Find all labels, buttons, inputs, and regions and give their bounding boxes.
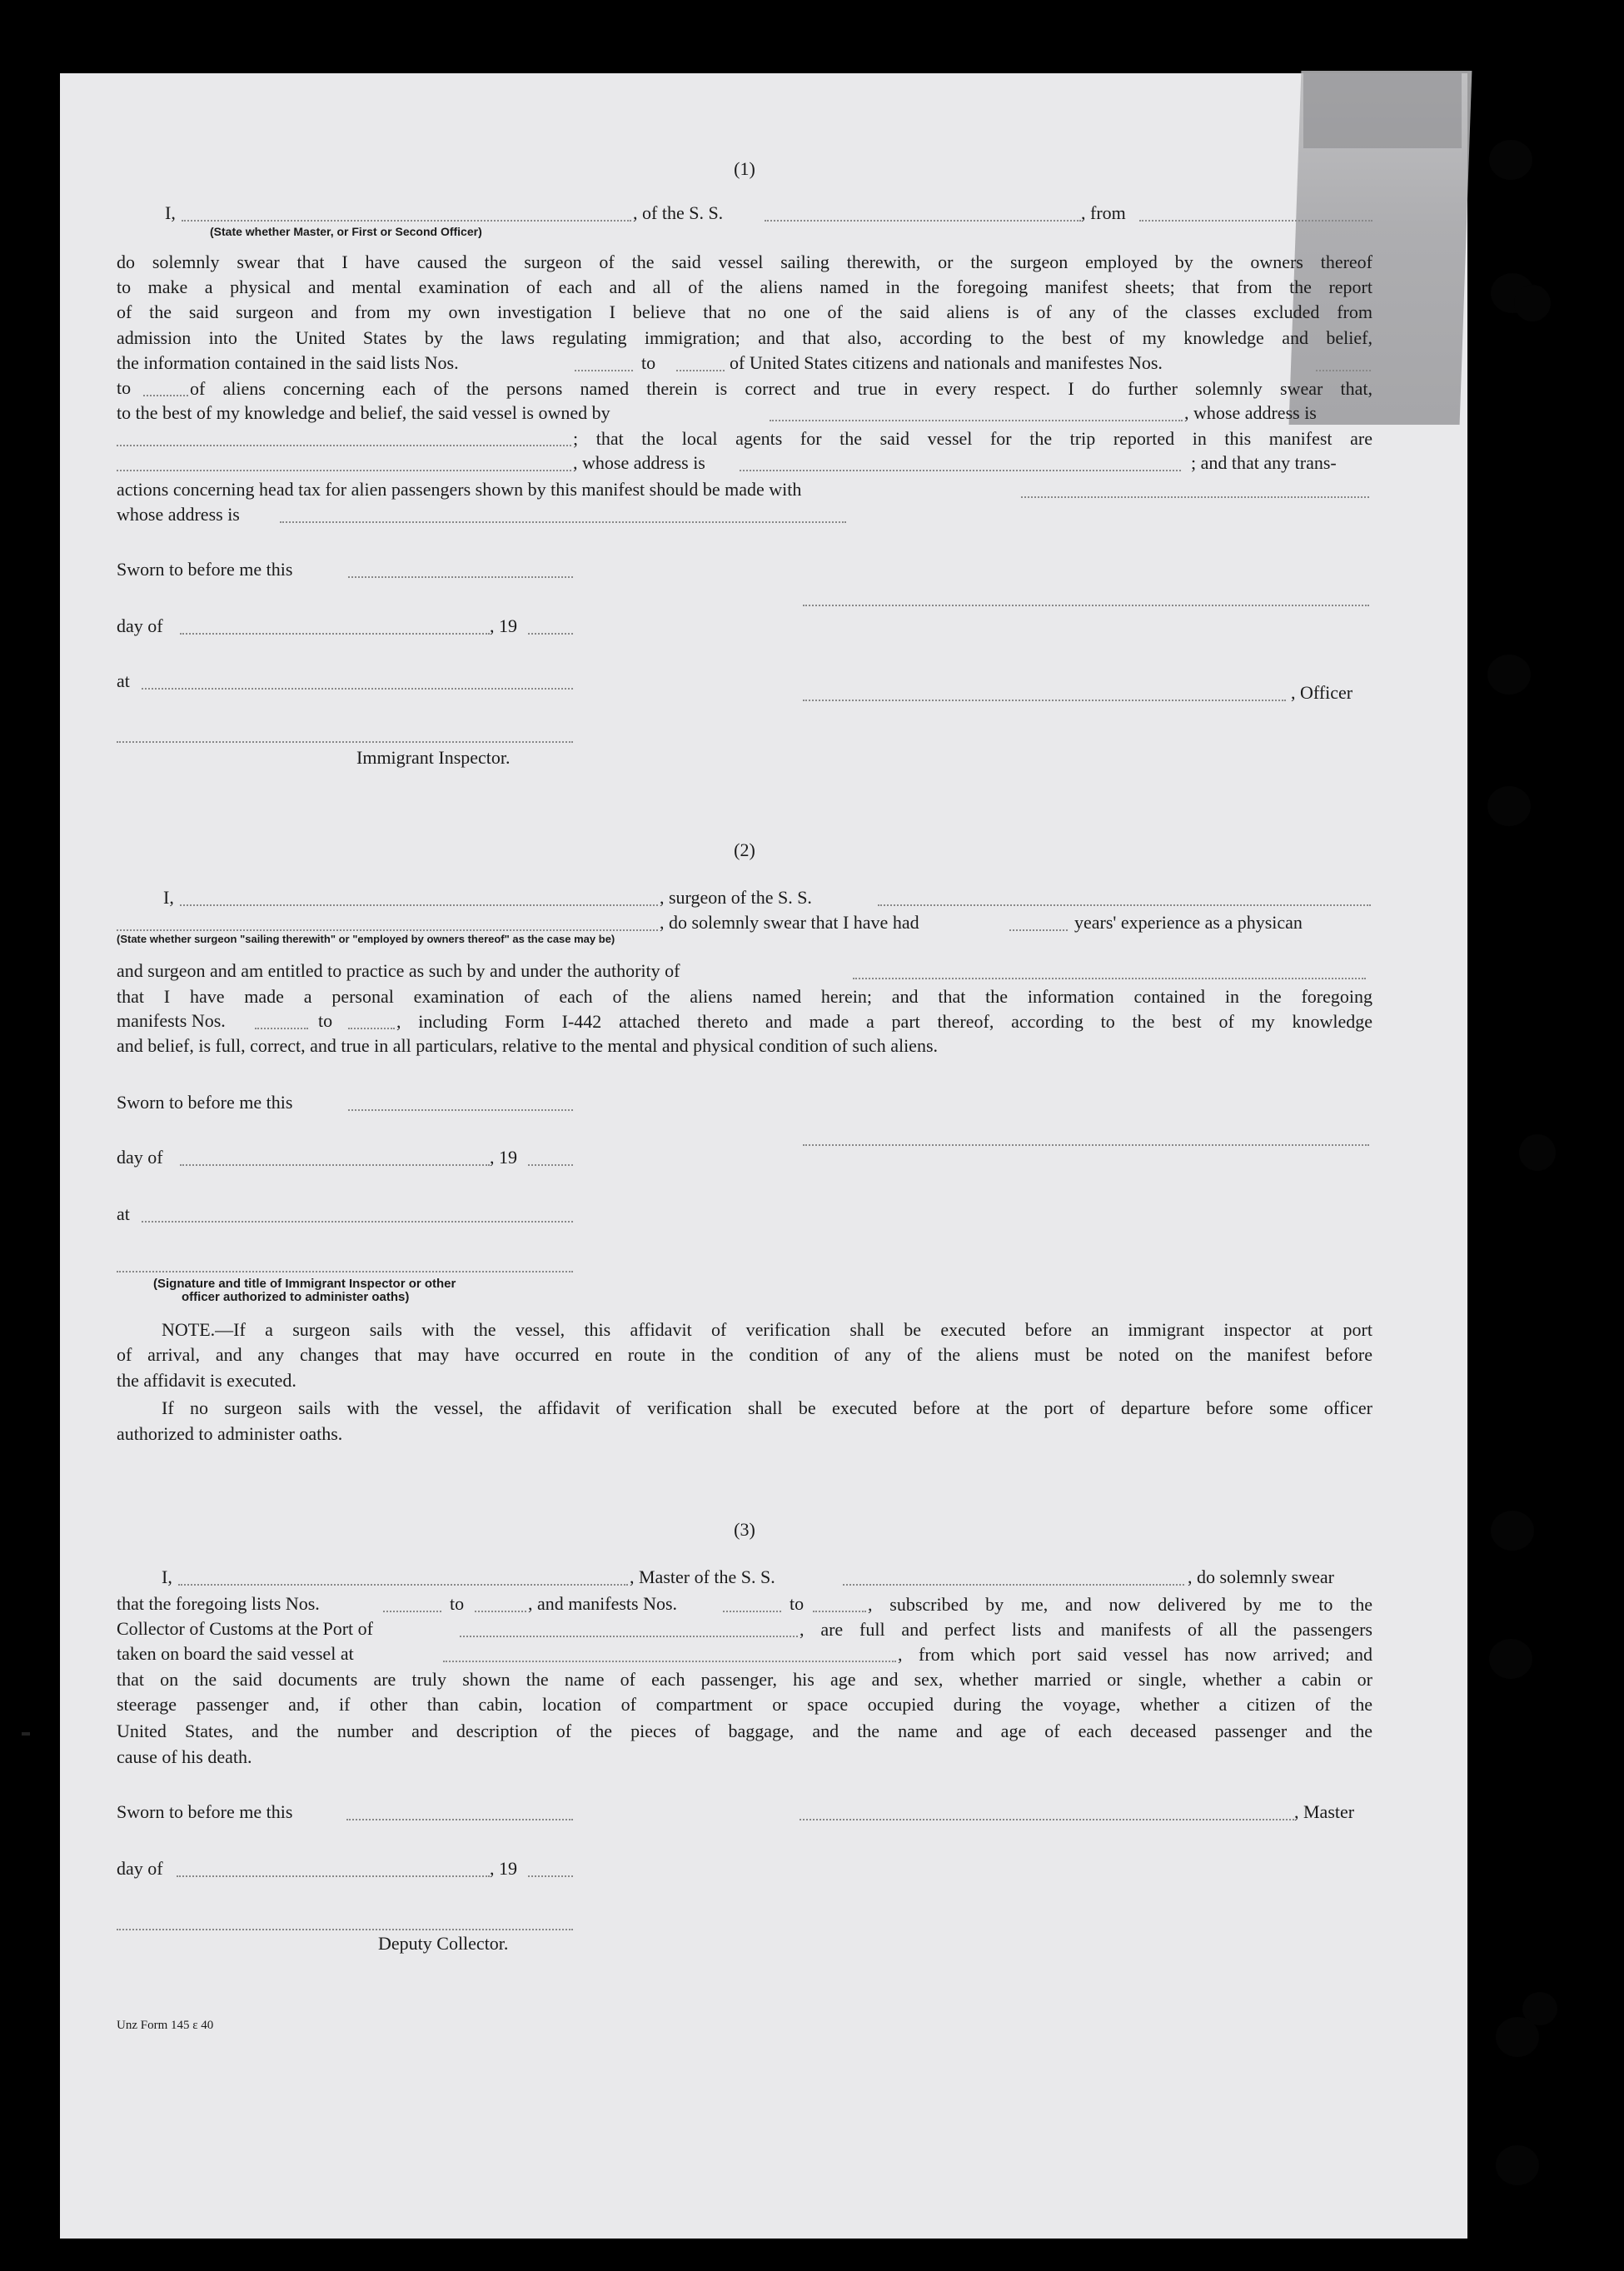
oath-start: I, xyxy=(165,202,176,223)
from-field[interactable] xyxy=(1139,220,1372,222)
aliens-line: of aliens concerning each of the persons named therein is correct and true in every respect. I do further solemnly swear that, xyxy=(190,378,1372,399)
punch-hole xyxy=(1487,655,1531,695)
punch-hole xyxy=(1487,786,1531,826)
local-agents-label: ; that the local agents for the said vessel for the trip reported in this manifest are xyxy=(573,428,1372,449)
owner-address-field[interactable] xyxy=(117,445,571,446)
punch-hole xyxy=(1519,1134,1556,1171)
year-field[interactable] xyxy=(528,633,573,635)
full-perfect-label: , are full and perfect lists and manifests of all the passengers xyxy=(800,1619,1372,1640)
surgeon-name-field[interactable] xyxy=(180,904,658,906)
solemnly-label: , do solemnly swear xyxy=(1188,1566,1334,1587)
officer-label: , Officer xyxy=(1291,682,1353,703)
master-vessel-field[interactable] xyxy=(843,1584,1184,1586)
solemnly-label: , do solemnly swear that I have had xyxy=(660,912,919,933)
at-field[interactable] xyxy=(142,1221,573,1223)
lists-to-label: to xyxy=(641,352,656,373)
surgeon-of-label: , surgeon of the S. S. xyxy=(660,887,812,908)
form-i442-line: , including Form I-442 attached thereto and made a part thereof, according to the best of my knowledge xyxy=(396,1011,1372,1032)
inspector-signature-field[interactable] xyxy=(117,741,573,743)
aliens-to-field[interactable] xyxy=(143,395,188,396)
note-line: If no surgeon sails with the vessel, the affidavit of verification shall be executed before at the port of departure before some officer xyxy=(162,1397,1372,1418)
head-tax-field[interactable] xyxy=(1021,496,1369,498)
manifests-to-field[interactable] xyxy=(348,1028,395,1029)
head-tax-address-field[interactable] xyxy=(280,521,846,523)
agents-field[interactable] xyxy=(117,470,571,471)
manifests-from-field[interactable] xyxy=(723,1611,781,1612)
year-field[interactable] xyxy=(528,1164,573,1166)
body-line: do solemnly swear that I have caused the surgeon of the said vessel sailing therewith, or the surgeon employed by the owners thereof xyxy=(117,252,1372,272)
year-label: , 19 xyxy=(490,615,517,636)
agents-address-field[interactable] xyxy=(740,470,1181,471)
manifests-to-field[interactable] xyxy=(813,1611,866,1612)
punch-hole xyxy=(1514,285,1551,321)
punch-hole xyxy=(1496,2145,1539,2185)
lists-to-label: to xyxy=(450,1593,465,1614)
signature-note: officer authorized to administer oaths) xyxy=(182,1290,410,1304)
port-field[interactable] xyxy=(460,1636,798,1637)
from-label: , from xyxy=(1081,202,1126,223)
punch-hole xyxy=(1489,1639,1532,1679)
body-line: United States, and the number and description of the pieces of baggage, and the name and age of each deceased passenger and the xyxy=(117,1721,1372,1741)
day-of-label: day of xyxy=(117,1858,163,1879)
day-of-label: day of xyxy=(117,615,163,636)
trans-label: ; and that any trans- xyxy=(1191,452,1337,473)
surgeon-vessel-field[interactable] xyxy=(878,904,1371,906)
note-line: of arrival, and any changes that may have occurred en route in the condition of any of the aliens must be noted on the manifest before xyxy=(117,1344,1372,1365)
day-field[interactable] xyxy=(180,1164,490,1166)
manifests-to-label: to xyxy=(790,1593,805,1614)
year-label: , 19 xyxy=(490,1147,517,1168)
departure-port-field[interactable] xyxy=(443,1661,896,1662)
body-line: steerage passenger and, if other than cabin, location of compartment or space occupied during the voyage, whether a citizen of the xyxy=(117,1694,1372,1715)
surgeon-note: (State whether surgeon "sailing therewith" or "employed by owners thereof" as the case may be) xyxy=(117,933,615,945)
manifests-to-label: to xyxy=(318,1010,333,1031)
at-label: at xyxy=(117,1203,130,1224)
body-line: that I have made a personal examination of each of the aliens named herein; and that the information contained in the foregoing xyxy=(117,986,1372,1007)
note-line: authorized to administer oaths. xyxy=(117,1423,343,1444)
tape-shadow xyxy=(1303,73,1462,148)
master-of-label: , Master of the S. S. xyxy=(630,1566,775,1587)
section3-number: (3) xyxy=(734,1519,755,1540)
body-line: that on the said documents are truly shown the name of each passenger, his age and sex, whether married or single, whether a cabin or xyxy=(117,1669,1372,1690)
head-tax-label: actions concerning head tax for alien passengers shown by this manifest should be made with xyxy=(117,479,802,500)
note-line: NOTE.—If a surgeon sails with the vessel, this affidavit of verification shall be executed before an immigrant inspector at port xyxy=(162,1319,1372,1340)
punch-hole xyxy=(1496,2017,1539,2057)
oath-start: I, xyxy=(163,887,174,908)
inspector-label: Immigrant Inspector. xyxy=(356,747,511,768)
surgeon-type-field[interactable] xyxy=(117,929,658,931)
manifests-field[interactable] xyxy=(1316,370,1371,371)
authority-field[interactable] xyxy=(853,978,1366,979)
signature-field[interactable] xyxy=(803,605,1369,606)
section1-number: (1) xyxy=(734,158,755,179)
owned-by-label: to the best of my knowledge and belief, the said vessel is owned by xyxy=(117,402,610,423)
officer-signature-field[interactable] xyxy=(803,700,1286,701)
citizens-label: of United States citizens and nationals and manifestes Nos. xyxy=(730,352,1163,373)
sworn-label: Sworn to before me this xyxy=(117,559,293,580)
day-field[interactable] xyxy=(180,633,490,635)
manifests-label: , and manifests Nos. xyxy=(528,1593,678,1614)
lists-label: that the foregoing lists Nos. xyxy=(117,1593,320,1614)
vessel-field[interactable] xyxy=(765,220,1081,222)
form-number: Unz Form 145 ε 40 xyxy=(117,2019,214,2032)
master-name-field[interactable] xyxy=(178,1584,628,1586)
day-field[interactable] xyxy=(177,1875,490,1877)
year-label: , 19 xyxy=(490,1858,517,1879)
scan-mark xyxy=(22,1732,30,1736)
name-field[interactable] xyxy=(182,220,631,222)
collector-label: Collector of Customs at the Port of xyxy=(117,1618,373,1639)
signature-field[interactable] xyxy=(803,1144,1369,1146)
sworn-field[interactable] xyxy=(348,1109,573,1111)
oath-start: I, xyxy=(162,1566,172,1587)
sworn-label: Sworn to before me this xyxy=(117,1801,293,1822)
year-field[interactable] xyxy=(528,1875,573,1877)
lists-to-field[interactable] xyxy=(475,1611,526,1612)
agents-address-label: , whose address is xyxy=(573,452,705,473)
years-label: years' experience as a physican xyxy=(1074,912,1303,933)
head-tax-address-label: whose address is xyxy=(117,504,240,525)
manifests-from-field[interactable] xyxy=(255,1028,308,1029)
manifests-label: manifests Nos. xyxy=(117,1010,226,1031)
sworn-field[interactable] xyxy=(348,576,573,578)
owner-field[interactable] xyxy=(770,420,1183,421)
sworn-label: Sworn to before me this xyxy=(117,1092,293,1113)
lists-label: the information contained in the said lists Nos. xyxy=(117,352,459,373)
lists-to-field[interactable] xyxy=(676,370,725,371)
owner-address-label: , whose address is xyxy=(1184,402,1317,423)
master-label: , Master xyxy=(1294,1801,1355,1822)
officer-note: (State whether Master, or First or Second Officer) xyxy=(210,225,482,238)
punch-hole xyxy=(1489,140,1532,180)
master-signature-field[interactable] xyxy=(800,1819,1294,1820)
body-line: and belief, is full, correct, and true in all particulars, relative to the mental and physical condition of such aliens. xyxy=(117,1035,939,1056)
aliens-to-label: to xyxy=(117,377,132,398)
punch-hole xyxy=(1491,1511,1534,1551)
years-field[interactable] xyxy=(1009,929,1068,931)
body-line: admission into the United States by the laws regulating immigration; and that also, according to the best of my knowledge and belief, xyxy=(117,327,1372,348)
deputy-signature-field[interactable] xyxy=(117,1929,573,1930)
deputy-label: Deputy Collector. xyxy=(378,1933,509,1954)
signature-note: (Signature and title of Immigrant Inspector or other xyxy=(153,1277,456,1291)
of-ss-label: , of the S. S. xyxy=(633,202,724,223)
body-line: to make a physical and mental examination of each and all of the aliens named in the foregoing manifest sheets; that from the report xyxy=(117,276,1372,297)
subscribed-label: , subscribed by me, and now delivered by me to the xyxy=(868,1594,1372,1615)
body-line: cause of his death. xyxy=(117,1746,252,1767)
sworn-field[interactable] xyxy=(346,1819,573,1820)
at-field[interactable] xyxy=(142,688,573,690)
at-label: at xyxy=(117,670,130,691)
section2-number: (2) xyxy=(734,839,755,860)
authority-label: and surgeon and am entitled to practice as such by and under the authority of xyxy=(117,960,680,981)
body-line: of the said surgeon and from my own investigation I believe that no one of the said aliens is of any of the classes excluded from xyxy=(117,301,1372,322)
taken-on-board-label: taken on board the said vessel at xyxy=(117,1643,354,1664)
lists-from-field[interactable] xyxy=(575,370,633,371)
inspector-signature-field[interactable] xyxy=(117,1271,573,1272)
lists-from-field[interactable] xyxy=(383,1611,441,1612)
arrived-label: , from which port said vessel has now arrived; and xyxy=(898,1644,1372,1665)
note-line: the affidavit is executed. xyxy=(117,1370,296,1391)
day-of-label: day of xyxy=(117,1147,163,1168)
